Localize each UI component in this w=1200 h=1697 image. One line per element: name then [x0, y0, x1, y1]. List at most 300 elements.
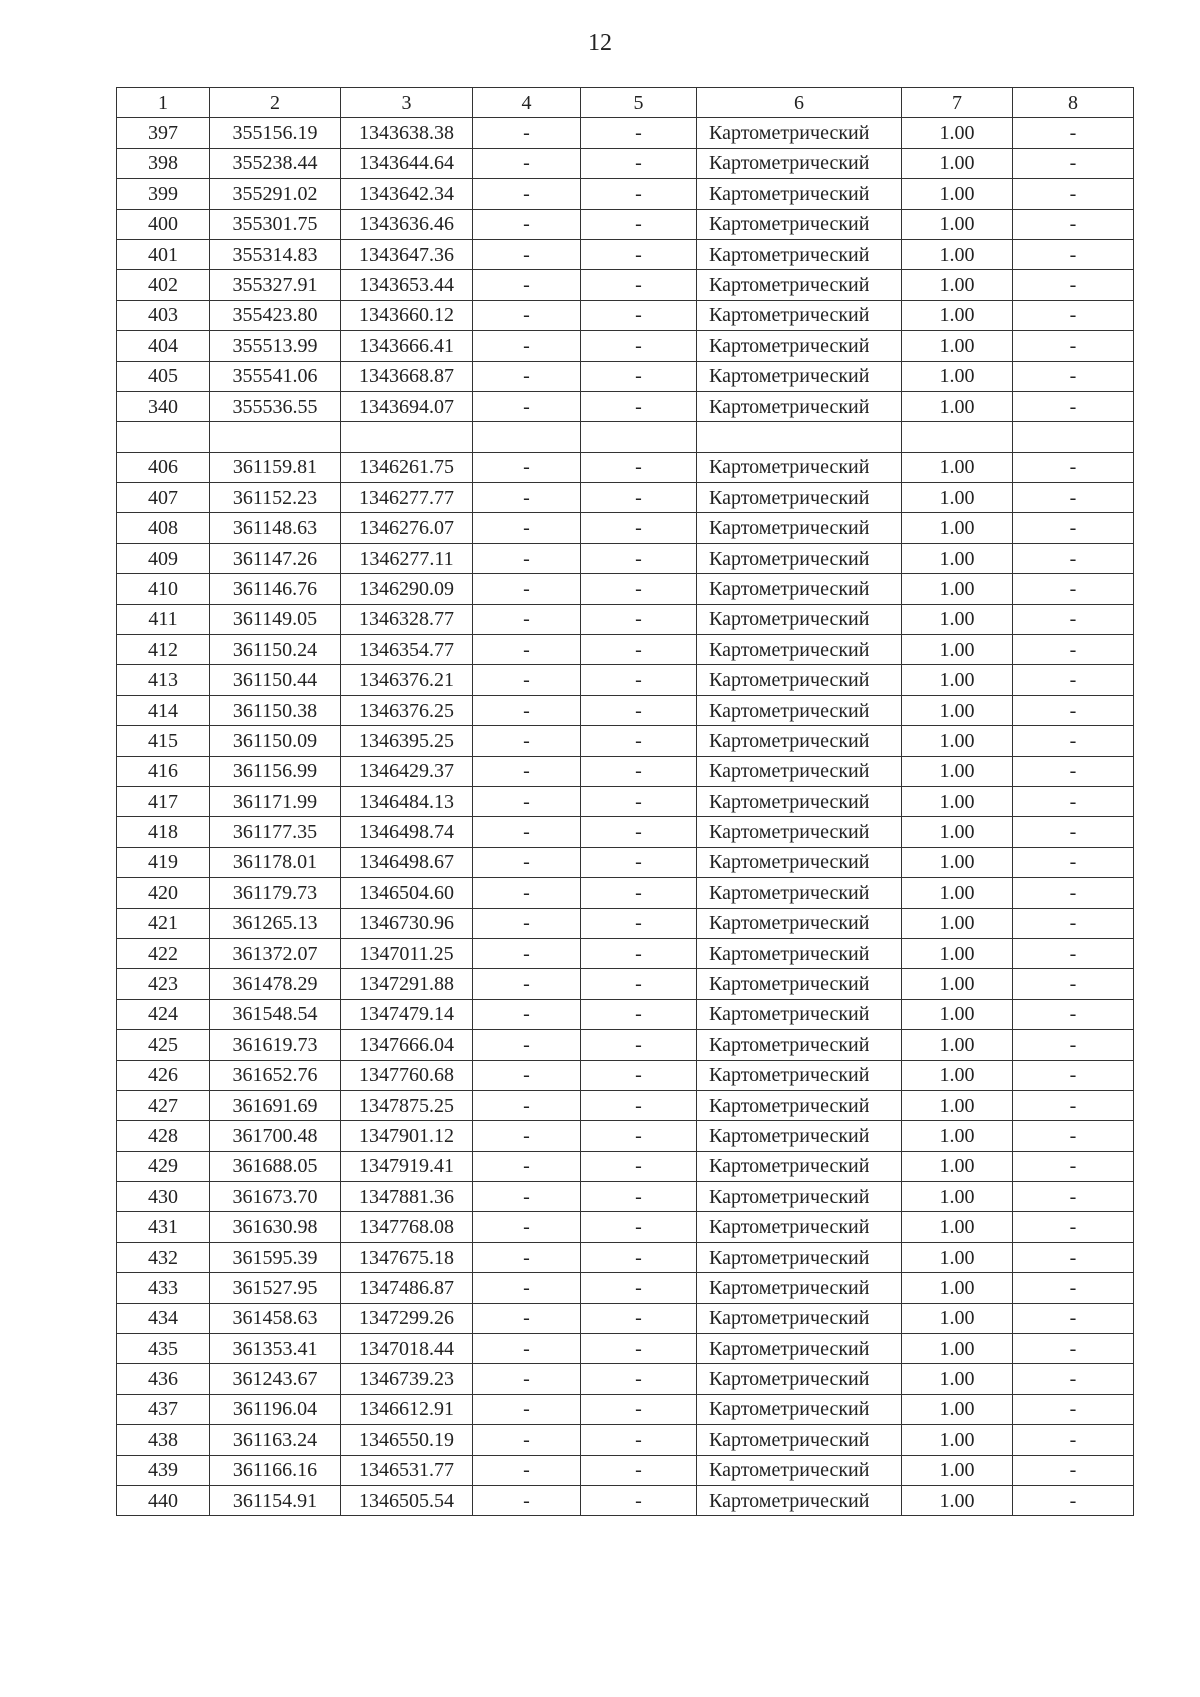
col-5-cell: -	[581, 1455, 697, 1485]
col-8-cell: -	[1013, 1455, 1134, 1485]
y-coordinate-cell: 1346328.77	[341, 604, 473, 634]
header-cell: 2	[210, 88, 341, 118]
col-4-cell: -	[473, 513, 581, 543]
point-number-cell: 435	[117, 1334, 210, 1364]
precision-cell: 1.00	[902, 1364, 1013, 1394]
y-coordinate-cell: 1343660.12	[341, 300, 473, 330]
point-number-cell: 413	[117, 665, 210, 695]
method-cell: Картометрический	[697, 635, 902, 665]
table-row	[117, 1182, 1134, 1212]
precision-cell: 1.00	[902, 483, 1013, 513]
col-4-cell: -	[473, 1364, 581, 1394]
col-4-cell: -	[473, 665, 581, 695]
y-coordinate-cell: 1343647.36	[341, 239, 473, 269]
col-5-cell: -	[581, 938, 697, 968]
col-5-cell: -	[581, 1182, 697, 1212]
col-4-cell: -	[473, 1242, 581, 1272]
point-number-cell: 403	[117, 300, 210, 330]
col-4-cell: -	[473, 817, 581, 847]
y-coordinate-cell: 1347486.87	[341, 1273, 473, 1303]
table-row	[117, 635, 1134, 665]
col-5-cell: -	[581, 361, 697, 391]
col-8-cell: -	[1013, 635, 1134, 665]
y-coordinate-cell: 1343638.38	[341, 118, 473, 148]
table-row	[117, 239, 1134, 269]
col-4-cell: -	[473, 999, 581, 1029]
point-number-cell: 405	[117, 361, 210, 391]
precision-cell: 1.00	[902, 543, 1013, 573]
point-number-cell: 418	[117, 817, 210, 847]
precision-cell: 1.00	[902, 1242, 1013, 1272]
x-coordinate-cell: 361673.70	[210, 1182, 341, 1212]
col-8-cell: -	[1013, 1060, 1134, 1090]
table-row	[117, 300, 1134, 330]
method-cell: Картометрический	[697, 239, 902, 269]
col-8-cell: -	[1013, 1273, 1134, 1303]
method-cell: Картометрический	[697, 300, 902, 330]
table-row	[117, 513, 1134, 543]
col-8-cell: -	[1013, 118, 1134, 148]
x-coordinate-cell: 355301.75	[210, 209, 341, 239]
col-4-cell: -	[473, 1212, 581, 1242]
precision-cell: 1.00	[902, 239, 1013, 269]
y-coordinate-cell: 1347479.14	[341, 999, 473, 1029]
x-coordinate-cell: 361548.54	[210, 999, 341, 1029]
x-coordinate-cell: 355327.91	[210, 270, 341, 300]
x-coordinate-cell: 361630.98	[210, 1212, 341, 1242]
y-coordinate-cell: 1343653.44	[341, 270, 473, 300]
col-5-cell: -	[581, 665, 697, 695]
col-5-cell: -	[581, 1090, 697, 1120]
col-8-cell: -	[1013, 1425, 1134, 1455]
point-number-cell: 400	[117, 209, 210, 239]
y-coordinate-cell: 1346395.25	[341, 726, 473, 756]
x-coordinate-cell: 355423.80	[210, 300, 341, 330]
col-4-cell: -	[473, 391, 581, 421]
col-8-cell: -	[1013, 543, 1134, 573]
table-row	[117, 786, 1134, 816]
table-row	[117, 1151, 1134, 1181]
table-row	[117, 847, 1134, 877]
precision-cell: 1.00	[902, 513, 1013, 543]
col-5-cell: -	[581, 574, 697, 604]
y-coordinate-cell: 1347666.04	[341, 1030, 473, 1060]
table-row	[117, 209, 1134, 239]
precision-cell: 1.00	[902, 1151, 1013, 1181]
point-number-cell: 430	[117, 1182, 210, 1212]
point-number-cell: 399	[117, 179, 210, 209]
col-5-cell: -	[581, 1030, 697, 1060]
header-cell: 1	[117, 88, 210, 118]
x-coordinate-cell: 355156.19	[210, 118, 341, 148]
col-5-cell: -	[581, 878, 697, 908]
col-4-cell: -	[473, 1485, 581, 1515]
precision-cell: 1.00	[902, 756, 1013, 786]
x-coordinate-cell: 355314.83	[210, 239, 341, 269]
col-5-cell: -	[581, 1485, 697, 1515]
col-5-cell: -	[581, 1212, 697, 1242]
col-8-cell: -	[1013, 1303, 1134, 1333]
x-coordinate-cell: 361688.05	[210, 1151, 341, 1181]
precision-cell: 1.00	[902, 1030, 1013, 1060]
col-4-cell: -	[473, 118, 581, 148]
table-row	[117, 148, 1134, 178]
point-number-cell: 409	[117, 543, 210, 573]
col-8-cell: -	[1013, 1151, 1134, 1181]
y-coordinate-cell: 1343666.41	[341, 331, 473, 361]
col-8-cell: -	[1013, 604, 1134, 634]
point-number-cell: 397	[117, 118, 210, 148]
precision-cell: 1.00	[902, 878, 1013, 908]
x-coordinate-cell: 361265.13	[210, 908, 341, 938]
table-row	[117, 270, 1134, 300]
method-cell: Картометрический	[697, 361, 902, 391]
col-5-cell: -	[581, 300, 697, 330]
table-row	[117, 695, 1134, 725]
point-number-cell: 419	[117, 847, 210, 877]
method-cell: Картометрический	[697, 999, 902, 1029]
y-coordinate-cell: 1347881.36	[341, 1182, 473, 1212]
point-number-cell: 431	[117, 1212, 210, 1242]
y-coordinate-cell: 1346354.77	[341, 635, 473, 665]
y-coordinate-cell: 1343668.87	[341, 361, 473, 391]
y-coordinate-cell: 1346376.21	[341, 665, 473, 695]
method-cell: Картометрический	[697, 695, 902, 725]
y-coordinate-cell: 1347291.88	[341, 969, 473, 999]
col-8-cell: -	[1013, 513, 1134, 543]
method-cell: Картометрический	[697, 817, 902, 847]
x-coordinate-cell: 361150.38	[210, 695, 341, 725]
point-number-cell: 427	[117, 1090, 210, 1120]
precision-cell: 1.00	[902, 1182, 1013, 1212]
col-8-cell: -	[1013, 817, 1134, 847]
x-coordinate-cell: 361527.95	[210, 1273, 341, 1303]
precision-cell	[902, 422, 1013, 452]
point-number-cell: 415	[117, 726, 210, 756]
x-coordinate-cell: 361150.09	[210, 726, 341, 756]
precision-cell: 1.00	[902, 331, 1013, 361]
table-row	[117, 543, 1134, 573]
col-8-cell: -	[1013, 1242, 1134, 1272]
header-cell: 7	[902, 88, 1013, 118]
table-row	[117, 361, 1134, 391]
y-coordinate-cell: 1347760.68	[341, 1060, 473, 1090]
x-coordinate-cell: 361619.73	[210, 1030, 341, 1060]
col-4-cell: -	[473, 483, 581, 513]
precision-cell: 1.00	[902, 300, 1013, 330]
point-number-cell: 407	[117, 483, 210, 513]
precision-cell: 1.00	[902, 452, 1013, 482]
table-row	[117, 1364, 1134, 1394]
col-4-cell: -	[473, 574, 581, 604]
col-5-cell: -	[581, 1394, 697, 1424]
point-number-cell: 429	[117, 1151, 210, 1181]
col-8-cell: -	[1013, 1030, 1134, 1060]
precision-cell: 1.00	[902, 847, 1013, 877]
precision-cell: 1.00	[902, 179, 1013, 209]
table-row	[117, 878, 1134, 908]
x-coordinate-cell: 355291.02	[210, 179, 341, 209]
header-row	[117, 88, 1134, 118]
method-cell: Картометрический	[697, 148, 902, 178]
precision-cell: 1.00	[902, 969, 1013, 999]
col-8-cell: -	[1013, 391, 1134, 421]
col-5-cell: -	[581, 483, 697, 513]
col-8-cell	[1013, 422, 1134, 452]
method-cell: Картометрический	[697, 1303, 902, 1333]
col-4-cell: -	[473, 543, 581, 573]
table-row	[117, 969, 1134, 999]
col-8-cell: -	[1013, 239, 1134, 269]
y-coordinate-cell: 1346550.19	[341, 1425, 473, 1455]
y-coordinate-cell: 1347018.44	[341, 1334, 473, 1364]
precision-cell: 1.00	[902, 1273, 1013, 1303]
method-cell: Картометрический	[697, 786, 902, 816]
col-5-cell: -	[581, 847, 697, 877]
col-8-cell: -	[1013, 209, 1134, 239]
y-coordinate-cell: 1347299.26	[341, 1303, 473, 1333]
method-cell: Картометрический	[697, 543, 902, 573]
method-cell: Картометрический	[697, 1364, 902, 1394]
point-number-cell: 411	[117, 604, 210, 634]
x-coordinate-cell: 361150.44	[210, 665, 341, 695]
table-row	[117, 1425, 1134, 1455]
col-5-cell: -	[581, 786, 697, 816]
table-row	[117, 756, 1134, 786]
col-4-cell: -	[473, 1182, 581, 1212]
precision-cell: 1.00	[902, 665, 1013, 695]
col-8-cell: -	[1013, 1090, 1134, 1120]
precision-cell: 1.00	[902, 1212, 1013, 1242]
x-coordinate-cell: 361171.99	[210, 786, 341, 816]
col-8-cell: -	[1013, 483, 1134, 513]
method-cell: Картометрический	[697, 1455, 902, 1485]
y-coordinate-cell: 1343644.64	[341, 148, 473, 178]
col-4-cell: -	[473, 1425, 581, 1455]
col-4-cell	[473, 422, 581, 452]
col-4-cell: -	[473, 695, 581, 725]
col-8-cell: -	[1013, 331, 1134, 361]
method-cell: Картометрический	[697, 1334, 902, 1364]
col-5-cell: -	[581, 756, 697, 786]
method-cell: Картометрический	[697, 1394, 902, 1424]
col-4-cell: -	[473, 1151, 581, 1181]
point-number-cell: 426	[117, 1060, 210, 1090]
method-cell: Картометрический	[697, 938, 902, 968]
table-row	[117, 1485, 1134, 1515]
x-coordinate-cell: 361178.01	[210, 847, 341, 877]
col-4-cell: -	[473, 726, 581, 756]
x-coordinate-cell: 361146.76	[210, 574, 341, 604]
y-coordinate-cell: 1346376.25	[341, 695, 473, 725]
col-8-cell: -	[1013, 938, 1134, 968]
col-5-cell: -	[581, 118, 697, 148]
table-row	[117, 999, 1134, 1029]
x-coordinate-cell: 361458.63	[210, 1303, 341, 1333]
x-coordinate-cell: 361700.48	[210, 1121, 341, 1151]
method-cell: Картометрический	[697, 1212, 902, 1242]
x-coordinate-cell: 361595.39	[210, 1242, 341, 1272]
point-number-cell: 428	[117, 1121, 210, 1151]
point-number-cell: 438	[117, 1425, 210, 1455]
precision-cell: 1.00	[902, 1394, 1013, 1424]
col-4-cell: -	[473, 239, 581, 269]
table-row	[117, 1455, 1134, 1485]
x-coordinate-cell: 361179.73	[210, 878, 341, 908]
col-8-cell: -	[1013, 1364, 1134, 1394]
table-row	[117, 1273, 1134, 1303]
col-4-cell: -	[473, 179, 581, 209]
x-coordinate-cell: 361163.24	[210, 1425, 341, 1455]
point-number-cell: 439	[117, 1455, 210, 1485]
col-5-cell: -	[581, 695, 697, 725]
col-8-cell: -	[1013, 361, 1134, 391]
point-number-cell: 414	[117, 695, 210, 725]
point-number-cell: 433	[117, 1273, 210, 1303]
col-5-cell: -	[581, 270, 697, 300]
method-cell: Картометрический	[697, 969, 902, 999]
precision-cell: 1.00	[902, 1060, 1013, 1090]
point-number-cell: 401	[117, 239, 210, 269]
col-8-cell: -	[1013, 878, 1134, 908]
point-number-cell: 423	[117, 969, 210, 999]
col-4-cell: -	[473, 786, 581, 816]
col-5-cell: -	[581, 331, 697, 361]
table-row	[117, 817, 1134, 847]
header-cell: 6	[697, 88, 902, 118]
x-coordinate-cell: 361652.76	[210, 1060, 341, 1090]
x-coordinate-cell: 361148.63	[210, 513, 341, 543]
col-8-cell: -	[1013, 148, 1134, 178]
col-5-cell: -	[581, 239, 697, 269]
y-coordinate-cell: 1346290.09	[341, 574, 473, 604]
y-coordinate-cell: 1347875.25	[341, 1090, 473, 1120]
col-5-cell: -	[581, 452, 697, 482]
col-4-cell: -	[473, 361, 581, 391]
method-cell: Картометрический	[697, 604, 902, 634]
point-number-cell: 434	[117, 1303, 210, 1333]
point-number-cell: 437	[117, 1394, 210, 1424]
point-number-cell: 340	[117, 391, 210, 421]
col-8-cell: -	[1013, 786, 1134, 816]
table-row	[117, 726, 1134, 756]
col-8-cell: -	[1013, 179, 1134, 209]
table-row	[117, 1030, 1134, 1060]
method-cell: Картометрический	[697, 665, 902, 695]
col-5-cell: -	[581, 1425, 697, 1455]
table-row	[117, 665, 1134, 695]
y-coordinate-cell: 1343642.34	[341, 179, 473, 209]
method-cell: Картометрический	[697, 513, 902, 543]
col-5-cell: -	[581, 1273, 697, 1303]
col-4-cell: -	[473, 1121, 581, 1151]
col-5-cell: -	[581, 543, 697, 573]
y-coordinate-cell: 1346730.96	[341, 908, 473, 938]
y-coordinate-cell: 1343694.07	[341, 391, 473, 421]
precision-cell: 1.00	[902, 270, 1013, 300]
precision-cell: 1.00	[902, 1485, 1013, 1515]
col-4-cell: -	[473, 1334, 581, 1364]
x-coordinate-cell: 361150.24	[210, 635, 341, 665]
x-coordinate-cell	[210, 422, 341, 452]
y-coordinate-cell: 1346429.37	[341, 756, 473, 786]
method-cell: Картометрический	[697, 1485, 902, 1515]
y-coordinate-cell: 1343636.46	[341, 209, 473, 239]
y-coordinate-cell: 1346739.23	[341, 1364, 473, 1394]
col-5-cell: -	[581, 726, 697, 756]
y-coordinate-cell: 1346261.75	[341, 452, 473, 482]
col-5-cell: -	[581, 1303, 697, 1333]
y-coordinate-cell: 1347901.12	[341, 1121, 473, 1151]
table-row	[117, 1334, 1134, 1364]
col-5-cell: -	[581, 999, 697, 1029]
col-4-cell: -	[473, 635, 581, 665]
method-cell: Картометрический	[697, 847, 902, 877]
y-coordinate-cell: 1346484.13	[341, 786, 473, 816]
y-coordinate-cell: 1346277.77	[341, 483, 473, 513]
point-number-cell: 402	[117, 270, 210, 300]
col-4-cell: -	[473, 847, 581, 877]
page-number: 12	[588, 30, 612, 56]
point-number-cell: 398	[117, 148, 210, 178]
col-4-cell: -	[473, 452, 581, 482]
col-4-cell: -	[473, 878, 581, 908]
method-cell: Картометрический	[697, 1030, 902, 1060]
col-5-cell: -	[581, 817, 697, 847]
col-4-cell: -	[473, 270, 581, 300]
table-row	[117, 1394, 1134, 1424]
col-4-cell: -	[473, 1060, 581, 1090]
col-4-cell: -	[473, 1303, 581, 1333]
method-cell: Картометрический	[697, 1060, 902, 1090]
method-cell: Картометрический	[697, 756, 902, 786]
precision-cell: 1.00	[902, 786, 1013, 816]
col-5-cell: -	[581, 635, 697, 665]
method-cell: Картометрический	[697, 726, 902, 756]
method-cell: Картометрический	[697, 452, 902, 482]
point-number-cell: 425	[117, 1030, 210, 1060]
y-coordinate-cell: 1346504.60	[341, 878, 473, 908]
col-5-cell: -	[581, 604, 697, 634]
precision-cell: 1.00	[902, 1455, 1013, 1485]
col-5-cell: -	[581, 1060, 697, 1090]
col-8-cell: -	[1013, 726, 1134, 756]
col-4-cell: -	[473, 1273, 581, 1303]
table-row	[117, 604, 1134, 634]
x-coordinate-cell: 361691.69	[210, 1090, 341, 1120]
y-coordinate-cell: 1346612.91	[341, 1394, 473, 1424]
table-row	[117, 391, 1134, 421]
col-5-cell: -	[581, 209, 697, 239]
table-row	[117, 452, 1134, 482]
col-8-cell: -	[1013, 574, 1134, 604]
col-5-cell	[581, 422, 697, 452]
y-coordinate-cell: 1346276.07	[341, 513, 473, 543]
col-8-cell: -	[1013, 1121, 1134, 1151]
table-row	[117, 574, 1134, 604]
method-cell: Картометрический	[697, 574, 902, 604]
x-coordinate-cell: 361166.16	[210, 1455, 341, 1485]
method-cell: Картометрический	[697, 118, 902, 148]
table-body	[117, 88, 1134, 1516]
y-coordinate-cell: 1346505.54	[341, 1485, 473, 1515]
col-4-cell: -	[473, 148, 581, 178]
col-5-cell: -	[581, 1334, 697, 1364]
method-cell: Картометрический	[697, 179, 902, 209]
point-number-cell: 436	[117, 1364, 210, 1394]
col-5-cell: -	[581, 513, 697, 543]
header-cell: 5	[581, 88, 697, 118]
